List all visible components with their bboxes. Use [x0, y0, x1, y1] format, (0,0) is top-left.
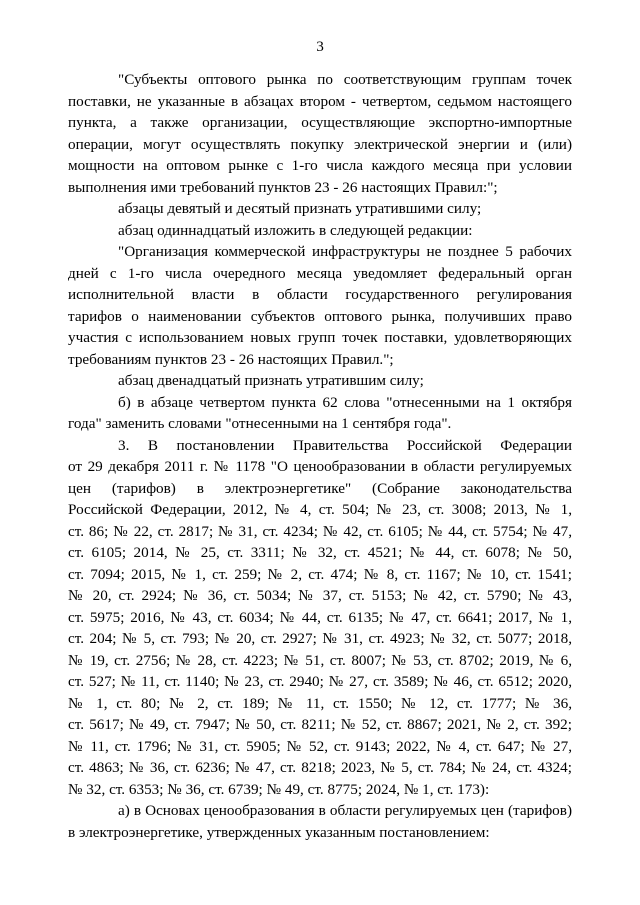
- paragraph-line: ст. 7094; 2015, № 1, ст. 259; № 2, ст. 474; № 8, ст. 1167; № 10, ст. 1541;: [68, 565, 572, 583]
- paragraph-line: ст. 4863; № 36, ст. 6236; № 47, ст. 8218; 2023, № 5, ст. 784; № 24, ст. 4324;: [68, 759, 572, 776]
- paragraph-line: № 19, ст. 2756; № 28, ст. 4223; № 51, ст. 8007; № 53, ст. 8702; 2019, № 6,: [68, 651, 572, 669]
- paragraph-line: операции, могут осуществлять покупку электрической энергии и (или): [68, 135, 572, 153]
- paragraph-line: № 32, ст. 6353; № 36, ст. 6739; № 49, ст. 8775; 2024, № 1, ст. 173):: [68, 780, 490, 798]
- paragraph: [68, 241, 572, 370]
- paragraph-line: Российской Федерации, 2012, № 4, ст. 504; № 23, ст. 3008; 2013, № 1,: [68, 501, 572, 518]
- paragraph-line: мощности на оптовом рынке с 1-го числа каждого месяца при условии: [68, 157, 572, 174]
- paragraph-line: в электроэнергетике, утвержденных указанным постановлением:: [68, 823, 490, 841]
- paragraph-line: дней с 1-го числа очередного месяца уведомляет федеральный орган: [68, 264, 572, 282]
- paragraph-line: абзацы девятый и десятый признать утратившими силу;: [118, 200, 482, 217]
- paragraph-line: ст. 204; № 5, ст. 793; № 20, ст. 2927; № 31, ст. 4923; № 32, ст. 5077; 2018,: [68, 630, 572, 647]
- paragraph: [68, 392, 572, 435]
- paragraph-line: "Организация коммерческой инфраструктуры не позднее 5 рабочих: [118, 243, 572, 260]
- paragraph-line: 3. В постановлении Правительства Российской Федерации: [118, 436, 572, 454]
- paragraph-line: ст. 5617; № 49, ст. 7947; № 50, ст. 8211; № 52, ст. 8867; 2021, № 2, ст. 392;: [68, 716, 572, 733]
- paragraph-line: ст. 5975; 2016, № 43, ст. 6034; № 44, ст. 6135; № 47, ст. 6641; 2017, № 1,: [68, 608, 572, 626]
- paragraph-line: б) в абзаце четвертом пункта 62 слова "отнесенными на 1 октября: [118, 393, 572, 411]
- paragraph-line: ст. 86; № 22, ст. 2817; № 31, ст. 4234; № 42, ст. 6105; № 44, ст. 5754; № 47,: [68, 522, 572, 540]
- paragraph-line: а) в Основах ценообразования в области регулируемых цен (тарифов): [118, 802, 572, 819]
- paragraph-line: ст. 527; № 11, ст. 1140; № 23, ст. 2940; № 27, ст. 3589; № 46, ст. 6512; 2020,: [68, 673, 572, 690]
- paragraph: [68, 435, 572, 801]
- paragraph-line: поставки, не указанные в абзацах втором - четвертом, седьмом настоящего: [68, 92, 572, 110]
- paragraph-line: выполнения ими требований пунктов 23 - 26 настоящих Правил:";: [68, 178, 498, 196]
- paragraph-line: цен (тарифов) в электроэнергетике" (Собрание законодательства: [68, 479, 572, 497]
- paragraph-line: № 1, ст. 80; № 2, ст. 189; № 11, ст. 1550; № 12, ст. 1777; № 36,: [68, 694, 572, 712]
- document-body: [68, 69, 572, 843]
- paragraph-line: от 29 декабря 2011 г. № 1178 "О ценообразовании в области регулируемых: [68, 458, 572, 475]
- paragraph: [68, 370, 572, 392]
- paragraph-line: тарифов о наименовании субъектов оптового рынка, получивших право: [68, 307, 572, 325]
- paragraph-line: участия с использованием новых групп точек поставки, удовлетворяющих: [68, 329, 572, 346]
- paragraph: [68, 198, 572, 220]
- paragraph-line: ст. 6105; 2014, № 25, ст. 3311; № 32, ст. 4521; № 44, ст. 6078; № 50,: [68, 544, 572, 561]
- page-number: 3: [316, 38, 324, 55]
- paragraph-line: требованиям пунктов 23 - 26 настоящих Правил.";: [68, 350, 394, 368]
- paragraph-line: № 20, ст. 2924; № 36, ст. 5034; № 37, ст. 5153; № 42, ст. 5790; № 43,: [68, 587, 572, 604]
- paragraph-line: "Субъекты оптового рынка по соответствующим группам точек: [118, 71, 572, 88]
- paragraph-line: абзац одиннадцатый изложить в следующей редакции:: [118, 221, 473, 239]
- paragraph-line: № 11, ст. 1796; № 31, ст. 5905; № 52, ст. 9143; 2022, № 4, ст. 647; № 27,: [68, 737, 572, 755]
- paragraph: [68, 220, 572, 242]
- paragraph-line: пункта, а также организации, осуществляющие экспортно-импортные: [68, 114, 572, 131]
- paragraph: [68, 69, 572, 198]
- paragraph-line: абзац двенадцатый признать утратившим силу;: [118, 372, 424, 389]
- paragraph-line: исполнительной власти в области государственного регулирования: [68, 286, 572, 303]
- paragraph-line: года" заменить словами "отнесенными на 1 сентября года".: [68, 415, 452, 432]
- paragraph: [68, 800, 572, 843]
